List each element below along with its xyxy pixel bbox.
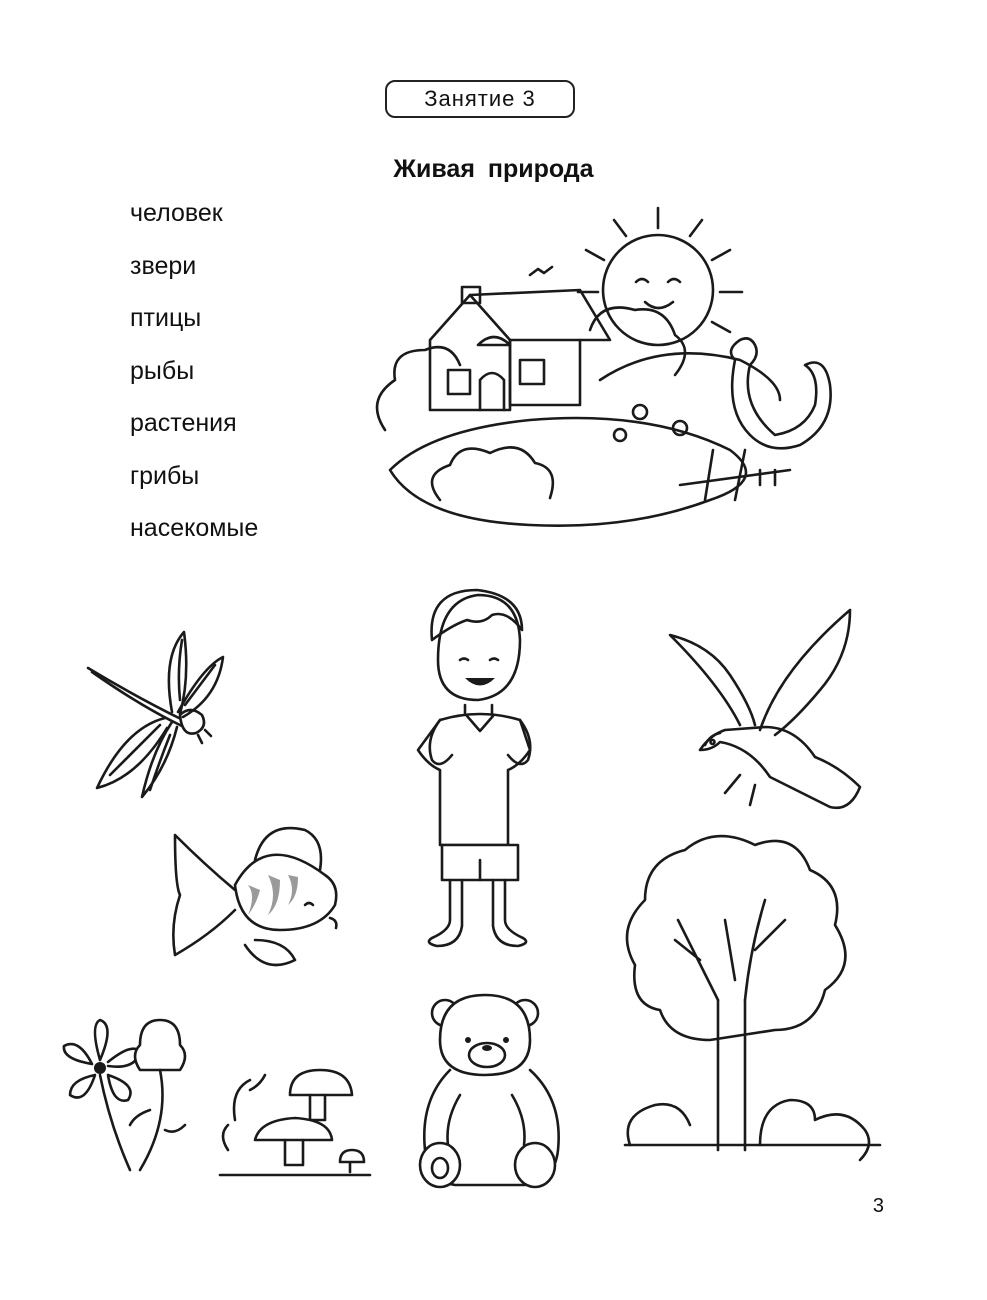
word-item: птицы — [130, 304, 202, 332]
boy-illustration — [418, 590, 530, 946]
house-icon — [430, 287, 610, 410]
word-item: звери — [130, 251, 197, 280]
word-item: растения — [130, 409, 237, 437]
page-title: Живая природа — [393, 155, 594, 183]
flowers-illustration — [64, 1020, 185, 1170]
lesson-label: Занятие 3 — [424, 86, 536, 111]
rooster-icon — [731, 338, 831, 485]
meadow-shape — [390, 418, 746, 526]
word-item: человек — [130, 199, 223, 227]
sun-icon — [578, 208, 742, 345]
bear-illustration — [420, 995, 559, 1187]
word-item: грибы — [130, 461, 200, 490]
mushrooms-illustration — [220, 1070, 370, 1175]
small-bird-icon — [530, 267, 552, 275]
word-item: насекомые — [130, 514, 259, 542]
dragonfly-illustration — [88, 632, 223, 797]
fish-illustration — [173, 828, 336, 965]
eagle-illustration — [670, 610, 860, 808]
word-item: рыбы — [130, 356, 195, 385]
page-number: 3 — [872, 1195, 884, 1217]
tree-illustration — [625, 836, 880, 1160]
village-scene-illustration — [377, 208, 831, 526]
